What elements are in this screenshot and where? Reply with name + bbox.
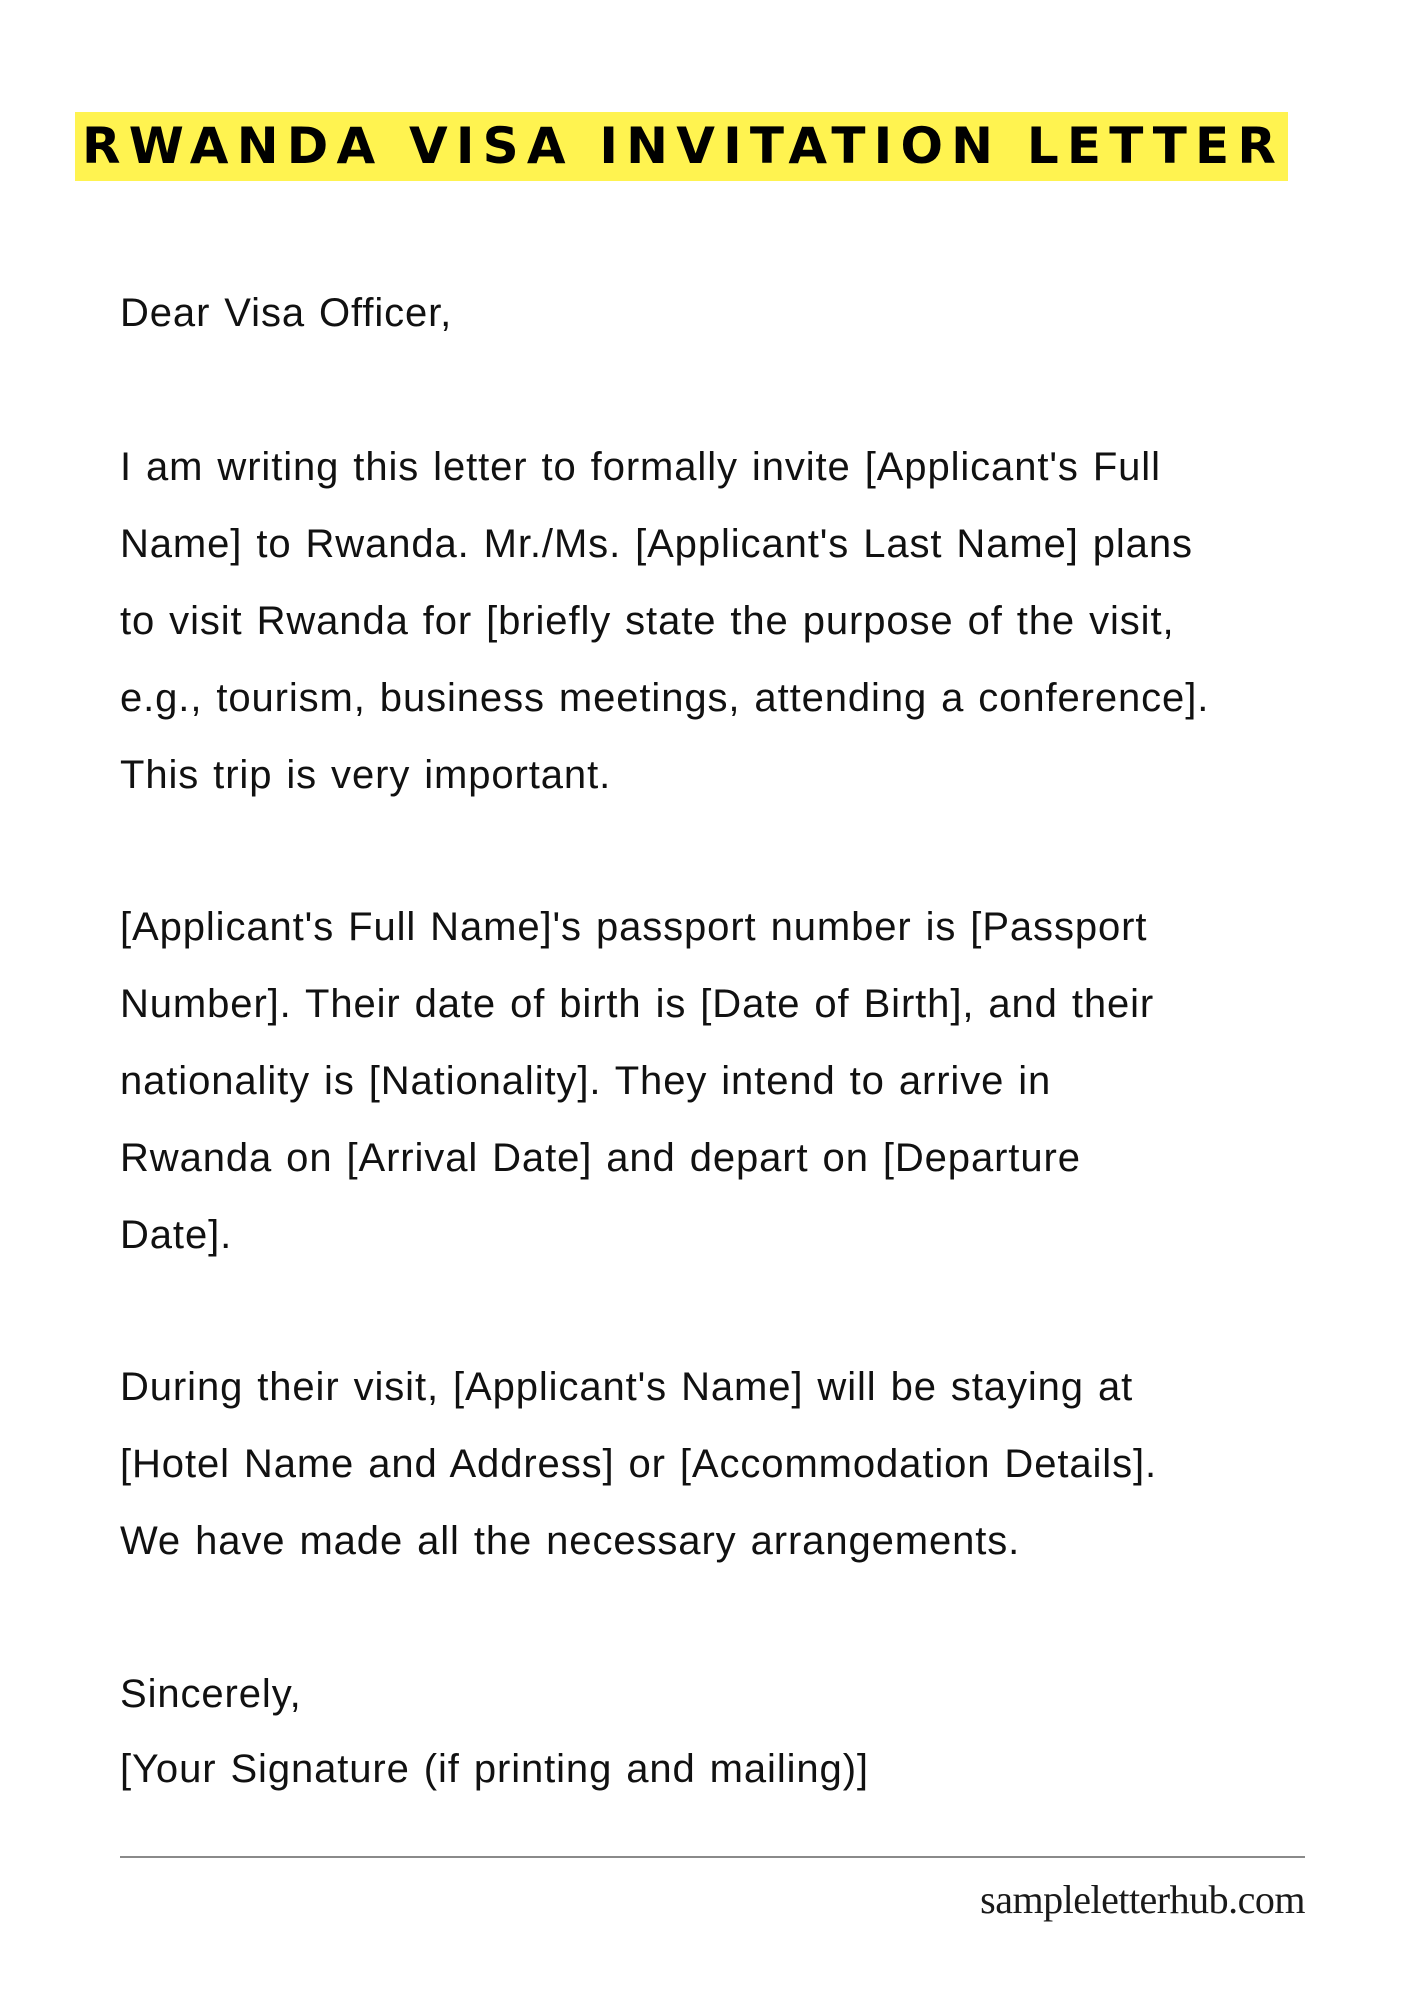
paragraph-line: to visit Rwanda for [briefly state the purpose of the visit, xyxy=(120,599,1175,643)
footer-site-name: sampleletterhub.com xyxy=(980,1877,1305,1922)
paragraph-line: We have made all the necessary arrangements. xyxy=(120,1519,1021,1563)
paragraph-line: This trip is very important. xyxy=(120,753,612,797)
page-title: RWANDA VISA INVITATION LETTER xyxy=(82,117,1285,175)
paragraph-line: During their visit, [Applicant's Name] will be staying at xyxy=(120,1365,1134,1409)
paragraph-line: [Applicant's Full Name]'s passport number is [Passport xyxy=(120,905,1148,949)
paragraph-line: nationality is [Nationality]. They intend to arrive in xyxy=(120,1059,1052,1103)
paragraph-line: Date]. xyxy=(120,1213,233,1257)
paragraph-line: Rwanda on [Arrival Date] and depart on [Departure xyxy=(120,1136,1081,1180)
paragraph-line: [Hotel Name and Address] or [Accommodation Details]. xyxy=(120,1442,1158,1486)
paragraph-line: Name] to Rwanda. Mr./Ms. [Applicant's Last Name] plans xyxy=(120,522,1193,566)
closing: Sincerely, xyxy=(120,1672,302,1716)
paragraph-line: e.g., tourism, business meetings, attending a conference]. xyxy=(120,676,1210,720)
footer-divider xyxy=(120,1856,1305,1858)
paragraph-line: Number]. Their date of birth is [Date of Birth], and their xyxy=(120,982,1155,1026)
paragraph-line: I am writing this letter to formally invite [Applicant's Full xyxy=(120,445,1161,489)
signature-placeholder: [Your Signature (if printing and mailing)] xyxy=(120,1747,869,1791)
salutation: Dear Visa Officer, xyxy=(120,291,453,335)
